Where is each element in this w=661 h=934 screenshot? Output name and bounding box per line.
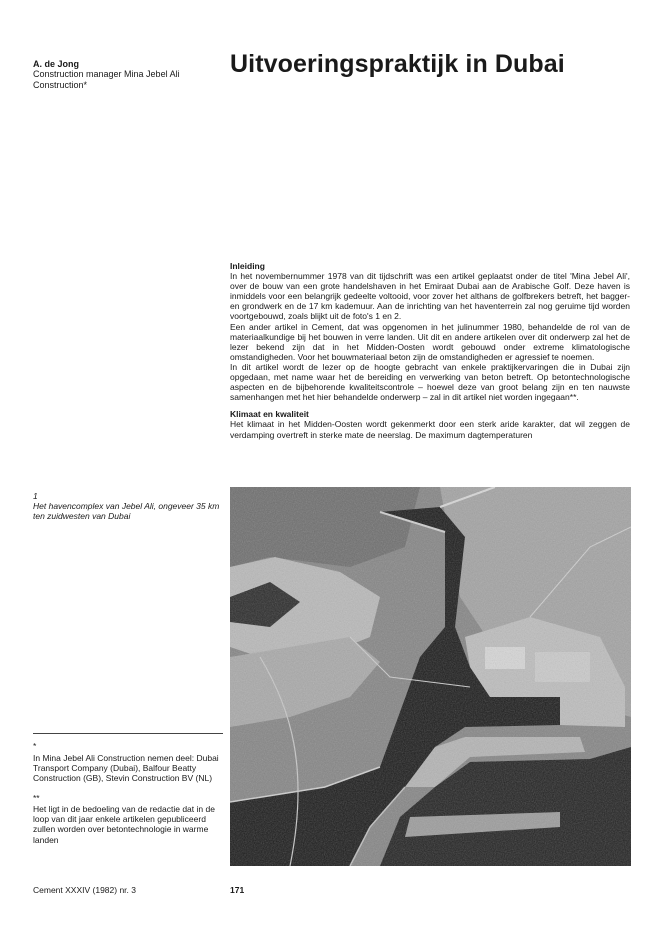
paragraph: In dit artikel wordt de lezer op de hoogte gebracht van enkele praktijkervaringen die in Dubai zijn opgedaan, met name waar het de bereiding en verwerking van beton betreft. Op betontechnologische aspecten en de bijbehorende kwaliteitscontrole – hoewel deze van groot belang zijn en ten nauwste samenhangen met het hier behandelde onderwerp – zal in dit artikel niet worden ingegaan**.	[230, 361, 630, 403]
figure-caption: Het havencomplex van Jebel Ali, ongeveer 35 km ten zuidwesten van Dubai	[33, 501, 220, 522]
footnote-text: Het ligt in de bedoeling van de redactie dat in de loop van dit jaar enkele artikelen gepubliceerd zullen worden over betontechnologie in warme landen	[33, 804, 215, 845]
author-role: Construction manager Mina Jebel Ali Construction*	[33, 69, 180, 90]
footnote-text: In Mina Jebel Ali Construction nemen deel: Dubai Transport Company (Dubai), Balfour Beatty Construction (GB), Stevin Construction BV (NL)	[33, 753, 219, 784]
journal-issue: Cement XXXIV (1982) nr. 3	[33, 885, 136, 895]
footnote-marker: *	[33, 741, 37, 751]
author-name: A. de Jong	[33, 59, 80, 69]
article-title: Uitvoeringspraktijk in Dubai	[230, 50, 565, 78]
aerial-photo	[230, 487, 631, 866]
paragraph: Een ander artikel in Cement, dat was opgenomen in het julinummer 1980, behandelde de rol van de materiaalkundige bij het bouwen in verre landen. Uit dit en andere artikelen over dit onderwerp zal het de lezer bekend zijn dat in het Midden-Oosten wordt gebouwd onder extreme klimatologische omstandigheden. Voor het bouwmateriaal beton zijn de omstandigheden er agressief te noemen.	[230, 321, 630, 362]
page-number: 171	[230, 885, 245, 895]
footnote-divider	[33, 733, 223, 734]
paragraph: In het novembernummer 1978 van dit tijdschrift was een artikel geplaatst onder de titel 'Mina Jebel Ali', over de bouw van een grote handelshaven in het Emiraat Dubai aan de Arabische Golf. Deze haven is inmiddels voor een belangrijk gedeelte voltooid, voor zover het althans de golfbrekers betreft, het bagger- en grondwerk en de 17 km kademuur. Aan de inrichting van het haventerrein zal nog geruime tijd worden voortgebouwd, zoals blijkt uit de foto's 1 en 2.	[230, 271, 630, 322]
section-heading-klimaat: Klimaat en kwaliteit	[230, 409, 309, 420]
article-body	[230, 261, 630, 440]
footnote-marker: **	[33, 793, 40, 803]
section-heading-inleiding: Inleiding	[230, 261, 265, 271]
figure-number: 1	[33, 491, 38, 501]
paragraph: Het klimaat in het Midden-Oosten wordt gekenmerkt door een sterk aride karakter, dat wil zeggen de verdamping overtreft in sterke mate de neerslag. De maximum dagtemperaturen	[230, 419, 630, 440]
